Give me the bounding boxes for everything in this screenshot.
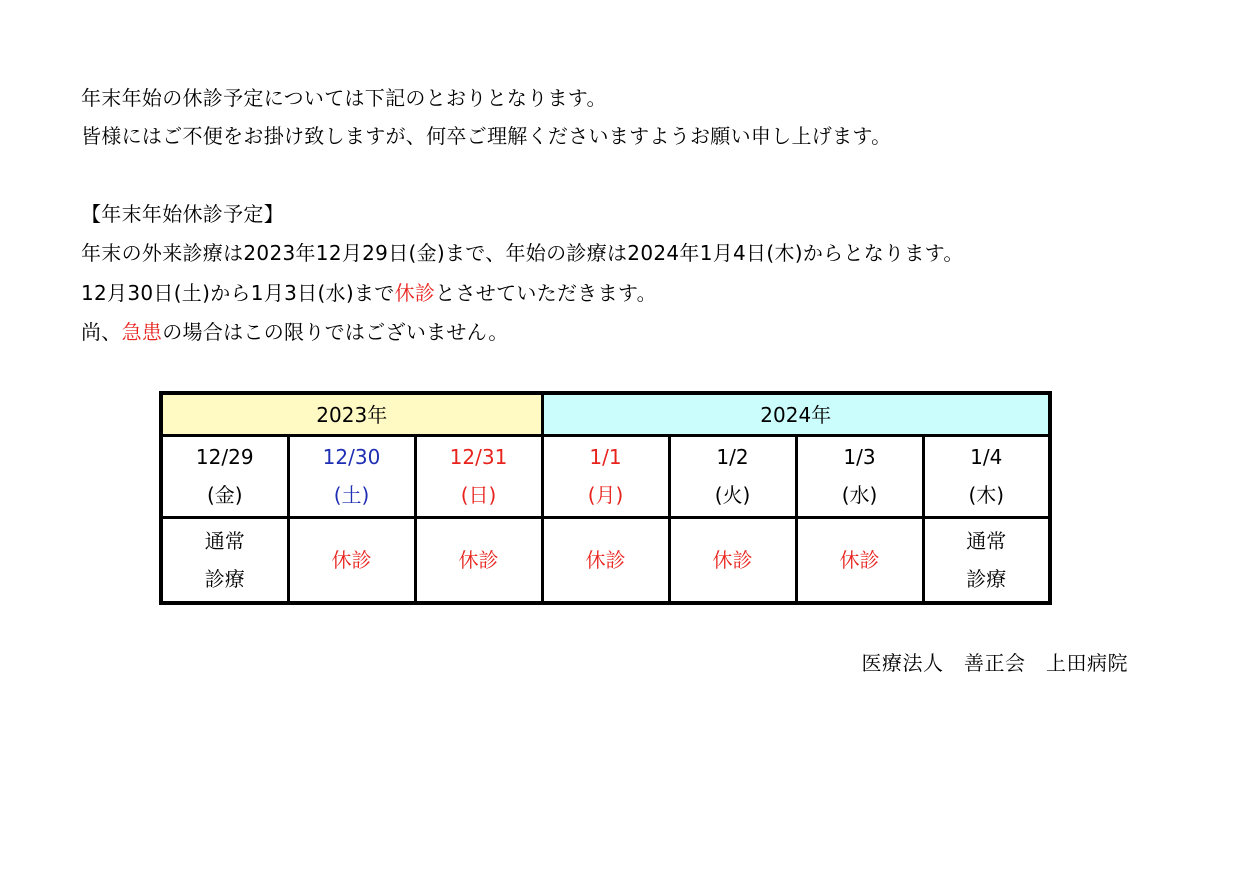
date-cell [288, 436, 415, 517]
status-cell [161, 517, 288, 603]
weekday-value: (日) [460, 483, 497, 508]
status-row [161, 517, 1050, 603]
intro-line-1: 年末年始の休診予定については下記のとおりとなります。 [81, 86, 607, 110]
notice-line-3 [81, 320, 509, 344]
notice-line-2-text-a: 12月30日(土)から1月3日(水)まで [81, 281, 395, 305]
date-text [290, 438, 414, 514]
status-text [417, 541, 541, 579]
year-2023-header: 2023年 [161, 393, 542, 436]
status-line-1: 休診 [712, 547, 753, 572]
status-cell [415, 517, 542, 603]
status-text [925, 522, 1049, 598]
year-2024-header: 2024年 [542, 393, 1050, 436]
schedule-table [159, 391, 1052, 605]
notice-line-2 [81, 281, 657, 305]
status-cell [923, 517, 1050, 603]
status-line-1: 休診 [331, 547, 372, 572]
weekday-value: (水) [841, 483, 878, 508]
status-line-2: 診療 [966, 566, 1007, 591]
date-value: 1/3 [843, 445, 876, 470]
notice-line-3-text-c: の場合はこの限りではございません。 [162, 320, 509, 344]
date-text [798, 438, 922, 514]
date-cell [415, 436, 542, 517]
weekday-value: (火) [714, 483, 751, 508]
hospital-signature: 医療法人 善正会 上田病院 [861, 651, 1128, 675]
status-text [798, 541, 922, 579]
notice-line-3-text-a: 尚、 [81, 320, 122, 344]
intro-line-2: 皆様にはご不便をお掛け致しますが、何卒ご理解くださいますようお願い申し上げます。 [81, 124, 892, 148]
status-text [163, 522, 287, 598]
date-cell [542, 436, 669, 517]
weekday-value: (金) [206, 483, 243, 508]
emergency-highlight: 急患 [121, 320, 163, 344]
date-cell [161, 436, 288, 517]
date-text [671, 438, 795, 514]
status-text [671, 541, 795, 579]
status-cell [669, 517, 796, 603]
date-text [417, 438, 541, 514]
status-line-2: 診療 [204, 566, 245, 591]
notice-heading: 【年末年始休診予定】 [81, 202, 284, 226]
status-cell [542, 517, 669, 603]
date-text [544, 438, 668, 514]
date-value: 12/31 [449, 445, 508, 470]
status-text [290, 541, 414, 579]
weekday-value: (土) [333, 483, 370, 508]
weekday-value: (月) [587, 483, 624, 508]
date-cell [923, 436, 1050, 517]
status-cell [796, 517, 923, 603]
status-text [544, 541, 668, 579]
date-value: 1/2 [716, 445, 749, 470]
status-cell [288, 517, 415, 603]
status-line-1: 休診 [839, 547, 880, 572]
status-line-1: 通常 [966, 528, 1007, 553]
date-row [161, 436, 1050, 517]
date-text [925, 438, 1049, 514]
date-cell [796, 436, 923, 517]
status-line-1: 休診 [458, 547, 499, 572]
closed-highlight: 休診 [394, 281, 436, 305]
date-cell [669, 436, 796, 517]
weekday-value: (木) [968, 483, 1005, 508]
date-value: 12/29 [195, 445, 254, 470]
date-value: 1/1 [589, 445, 622, 470]
status-line-1: 休診 [585, 547, 626, 572]
notice-line-1: 年末の外来診療は2023年12月29日(金)まで、年始の診療は2024年1月4日(木)からとなります。 [81, 241, 964, 265]
notice-line-2-text-c: とさせていただきます。 [435, 281, 657, 305]
date-value: 1/4 [970, 445, 1003, 470]
date-value: 12/30 [322, 445, 381, 470]
date-text [163, 438, 287, 514]
year-header-row [161, 393, 1050, 436]
status-line-1: 通常 [204, 528, 245, 553]
